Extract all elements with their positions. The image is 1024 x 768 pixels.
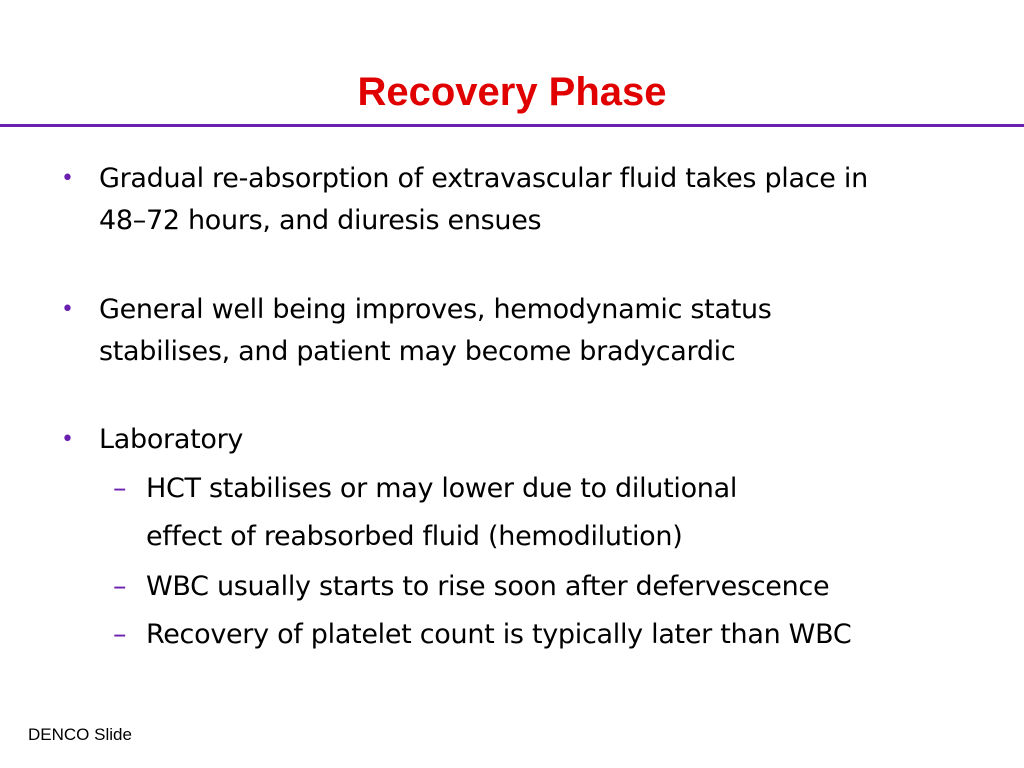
sub-bullet-line: WBC usually starts to rise soon after defervescence — [146, 571, 830, 602]
bullet-marker: • — [61, 297, 74, 322]
title-divider — [0, 124, 1024, 127]
bullet-marker: • — [61, 166, 74, 191]
bullet-line: Gradual re-absorption of extravascular fluid takes place in — [99, 163, 868, 194]
sub-bullet-item — [113, 566, 993, 608]
bullet-item — [61, 158, 981, 242]
bullet-marker: • — [61, 427, 74, 452]
sub-bullet-line: Recovery of platelet count is typically later than WBC — [146, 619, 852, 650]
bullet-line: General well being improves, hemodynamic status — [99, 294, 772, 325]
sub-bullet-line: effect of reabsorbed fluid (hemodilution) — [146, 521, 683, 552]
slide-title: Recovery Phase — [357, 70, 667, 114]
sub-bullet-item — [113, 614, 993, 656]
footer-label: DENCO Slide — [28, 725, 132, 744]
sub-bullet-line: HCT stabilises or may lower due to dilutional — [146, 473, 738, 504]
sub-bullet-item — [113, 468, 993, 558]
bullet-item — [61, 289, 981, 373]
bullet-line: 48–72 hours, and diuresis ensues — [99, 205, 542, 236]
bullet-line: Laboratory — [99, 424, 244, 455]
sub-bullet-marker: – — [113, 473, 127, 504]
sub-bullet-marker: – — [113, 571, 127, 602]
sub-bullet-marker: – — [113, 619, 127, 650]
bullet-line: stabilises, and patient may become bradycardic — [99, 336, 736, 367]
bullet-item — [61, 419, 981, 461]
